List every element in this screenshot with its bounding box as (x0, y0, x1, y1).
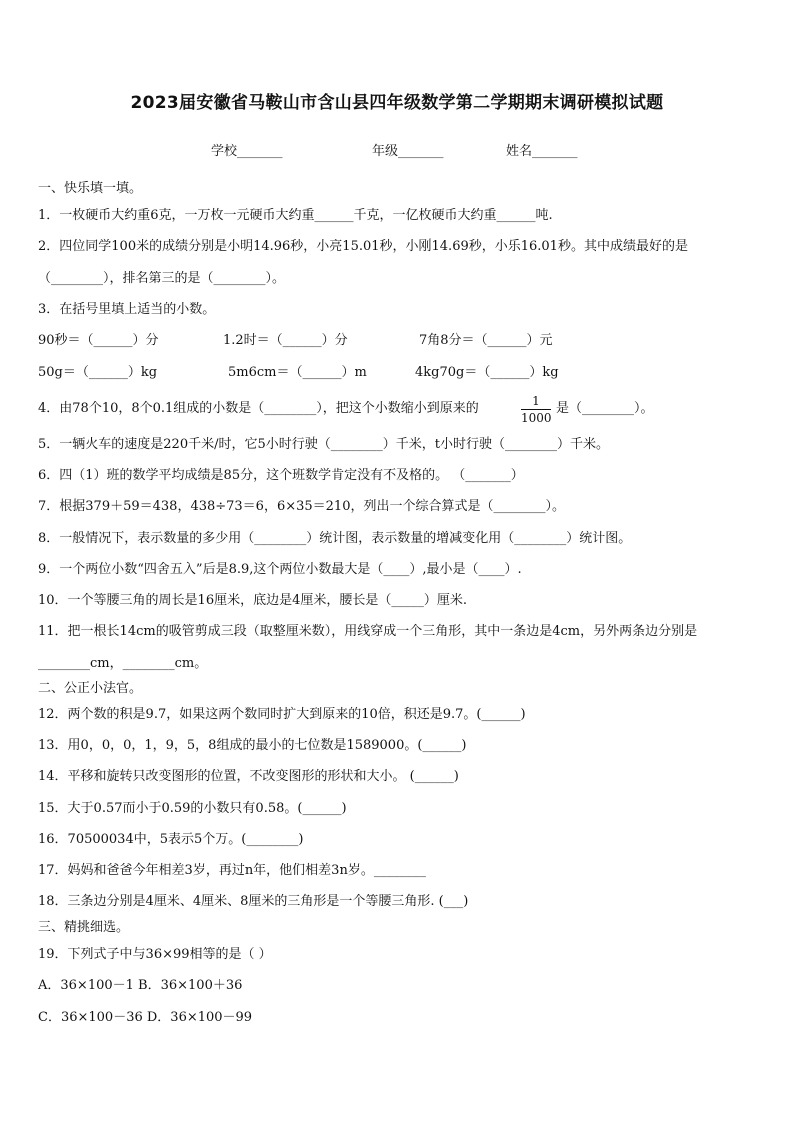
question-3: 3．在括号里填上适当的小数。 (38, 302, 216, 317)
section-heading-3: 三、精挑细选。 (38, 920, 130, 935)
question-6: 6．四（1）班的数学平均成绩是85分，这个班数学肯定没有不及格的。 （_______） (38, 468, 524, 483)
section-heading-1: 一、快乐填一填。 (38, 181, 143, 196)
question-2-line-2: （________），排名第三的是（________）。 (38, 271, 286, 286)
fraction-one-thousandth (521, 394, 551, 425)
question-12: 12．两个数的积是9.7，如果这两个数同时扩大到原来的10倍，积还是9.7。(______) (38, 707, 526, 722)
question-14: 14．平移和旋转只改变图形的位置，不改变图形的形状和大小。 (______) (38, 769, 459, 784)
question-11-line-1: 11．把一根长14cm的吸管剪成三段（取整厘米数），用线穿成一个三角形，其中一条边是4cm，另外两条边分别是 (38, 624, 698, 639)
question-11-line-2: ________cm，________cm。 (38, 656, 208, 671)
question-3-item-1: 90秒＝（______）分 (38, 333, 159, 348)
question-10: 10．一个等腰三角的周长是16厘米，底边是4厘米，腰长是（_____）厘米. (38, 593, 467, 608)
fraction-denominator: 1000 (521, 411, 552, 425)
question-19-options-ab: A．36×100－1 B．36×100＋36 (38, 978, 243, 993)
question-3-item-2: 1.2时＝（______）分 (223, 333, 348, 348)
question-1: 1．一枚硬币大约重6克，一万枚一元硬币大约重______千克，一亿枚硬币大约重______吨. (38, 208, 553, 223)
question-2-line-1: 2．四位同学100米的成绩分别是小明14.96秒，小亮15.01秒，小刚14.69秒，小乐16.01秒。其中成绩最好的是 (38, 239, 688, 254)
question-3-item-3: 7角8分＝（______）元 (419, 333, 553, 348)
question-3-item-4: 50g＝（______）kg (38, 365, 158, 380)
fraction-numerator: 1 (532, 394, 540, 408)
question-16: 16．70500034中，5表示5个万。(________) (38, 832, 304, 847)
fraction-bar (521, 409, 551, 410)
question-13: 13．用0，0，0，1，9，5，8组成的最小的七位数是1589000。(______) (38, 738, 467, 753)
question-5: 5．一辆火车的速度是220千米/时，它5小时行驶（________）千米，t小时行驶（________）千米。 (38, 437, 609, 452)
exam-title: 2023届安徽省马鞍山市含山县四年级数学第二学期期末调研模拟试题 (130, 93, 664, 113)
question-19-options-cd: C．36×100－36 D．36×100－99 (38, 1010, 253, 1025)
question-19: 19．下列式子中与36×99相等的是（ ） (38, 947, 272, 962)
question-4-part-1: 4．由78个10，8个0.1组成的小数是（________），把这个小数缩小到原来的 (38, 401, 479, 416)
question-9: 9．一个两位小数“四舍五入”后是8.9,这个两位小数最大是（____）,最小是（____）. (38, 562, 522, 577)
question-3-item-5: 5m6cm＝（______）m (228, 365, 367, 380)
question-7: 7．根据379＋59＝438，438÷73＝6，6×35＝210，列出一个综合算式是（________）。 (38, 499, 565, 514)
question-8: 8．一般情况下，表示数量的多少用（________）统计图，表示数量的增减变化用（________）统计图。 (38, 531, 632, 546)
question-4-part-2: 是（________）。 (556, 401, 654, 416)
question-18: 18．三条边分别是4厘米、4厘米、8厘米的三角形是一个等腰三角形. (___) (38, 894, 469, 909)
section-heading-2: 二、公正小法官。 (38, 681, 143, 696)
name-field: 姓名_______ (506, 144, 578, 159)
question-17: 17．妈妈和爸爸今年相差3岁，再过n年，他们相差3n岁。________ (38, 863, 426, 878)
school-field: 学校_______ (211, 144, 283, 159)
grade-field: 年级_______ (372, 144, 444, 159)
question-3-item-6: 4kg70g＝（______）kg (415, 365, 559, 380)
question-15: 15．大于0.57而小于0.59的小数只有0.58。(______) (38, 801, 347, 816)
